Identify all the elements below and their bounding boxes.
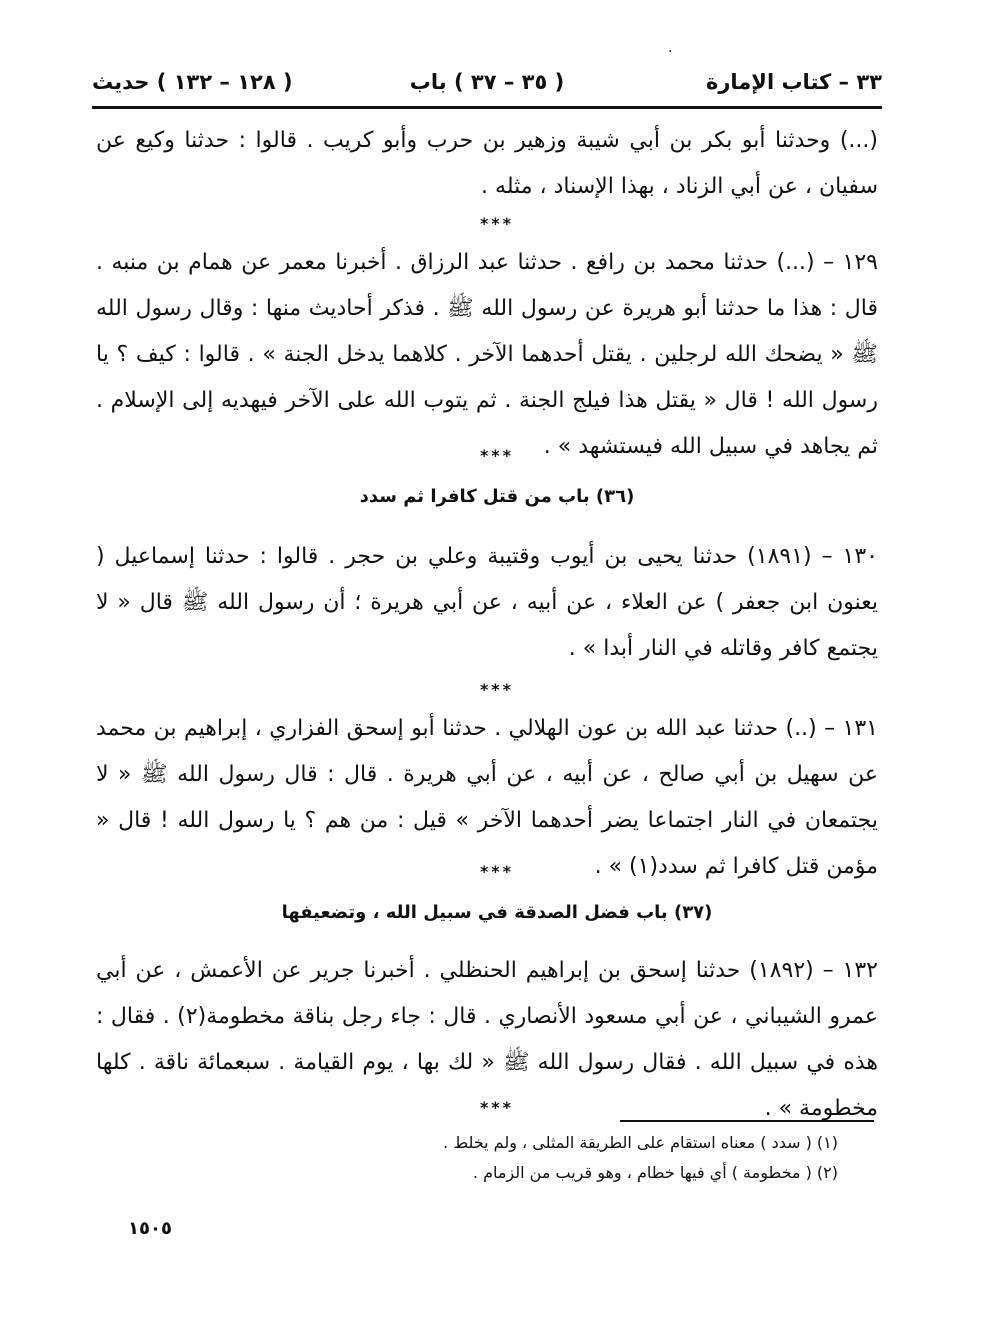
hadith-129: ١٢٩ – (...) حدثنا محمد بن رافع . حدثنا عبد الرزاق . أخبرنا معمر عن همام بن منبه . قال : هذا ما حدثنا أبو هريرة عن رسول الله ﷺ . فذكر أحاديث منها : وقال رسول الله ﷺ « يضحك الله لرجلين . يقتل أحدهما الآخر . كلاهما يدخل الجنة » . قالوا : كيف ؟ يا رسول الله ! قال « يقتل هذا فيلج الجنة . ثم يتوب الله على الآخر فيهديه إلى الإسلام . ثم يجاهد في سبيل الله فيستشهد » . (96, 250, 878, 459)
hadith-131: ١٣١ – (..) حدثنا عبد الله بن عون الهلالي . حدثنا أبو إسحق الفزاري ، إبراهيم بن محمد عن سهيل بن أبي صالح ، عن أبيه ، عن أبي هريرة . قال : قال رسول الله ﷺ « لا يجتمعان في النار اجتماعا يضر أحدهما الآخر » قيل : من هم ؟ يا رسول الله ! قال « مؤمن قتل كافرا ثم سدد(١) » . (96, 716, 878, 879)
footnote-rule (620, 1120, 874, 1122)
separator-stars: *** (479, 862, 515, 881)
hadith-130: ١٣٠ – (١٨٩١) حدثنا يحيى بن أيوب وقتيبة وعلي بن حجر . قالوا : حدثنا إسماعيل ( يعنون ابن جعفر ) عن العلاء ، عن أبيه ، عن أبي هريرة ؛ أن رسول الله ﷺ قال « لا يجتمع كافر وقاتله في النار أبدا » . (96, 544, 878, 661)
running-header (92, 68, 882, 104)
footnote-2: (٢) ( مخطومة ) أي فيها خطام ، وهو قريب من الزمام . (472, 1163, 838, 1182)
speck: · (668, 44, 673, 60)
footnote-1: (١) ( سدد ) معناه استقام على الطريقة المثلى ، ولم يخلط . (443, 1133, 838, 1152)
chapter-heading-37: (٣٧) باب فضل الصدقة في سبيل الله ، وتضعيفها (281, 902, 713, 923)
hadith-132: ١٣٢ – (١٨٩٢) حدثنا إسحق بن إبراهيم الحنظلي . أخبرنا جرير عن الأعمش ، عن أبي عمرو الشيباني ، عن أبي مسعود الأنصاري . قال : جاء رجل بناقة مخطومة(٢) . فقال : هذه في سبيل الله . فقال رسول الله ﷺ « لك بها ، يوم القيامة . سبعمائة ناقة . كلها مخطومة » . (96, 958, 878, 1121)
separator-stars: *** (479, 1098, 515, 1117)
separator-stars: *** (479, 446, 515, 465)
header-chapter-range: ( ٣٥ – ٣٧ ) باب (409, 70, 565, 94)
separator-stars: *** (479, 214, 515, 233)
page-number: ١٥٠٥ (128, 1218, 172, 1239)
footnotes (400, 1128, 838, 1188)
header-rule (92, 106, 882, 109)
chapter-heading-36: (٣٦) باب من قتل كافرا ثم سدد (359, 486, 635, 507)
separator-stars: *** (479, 680, 515, 699)
header-hadith-range: ( ١٢٨ – ١٣٢ ) حديث (92, 70, 293, 94)
paragraph-continuation: (...) وحدثنا أبو بكر بن أبي شيبة وزهير بن حرب وأبو كريب . قالوا : حدثنا وكيع عن سفيان ، عن أبي الزناد ، بهذا الإسناد ، مثله . (96, 128, 878, 199)
header-book-title: ٣٣ – كتاب الإمارة (705, 70, 882, 94)
